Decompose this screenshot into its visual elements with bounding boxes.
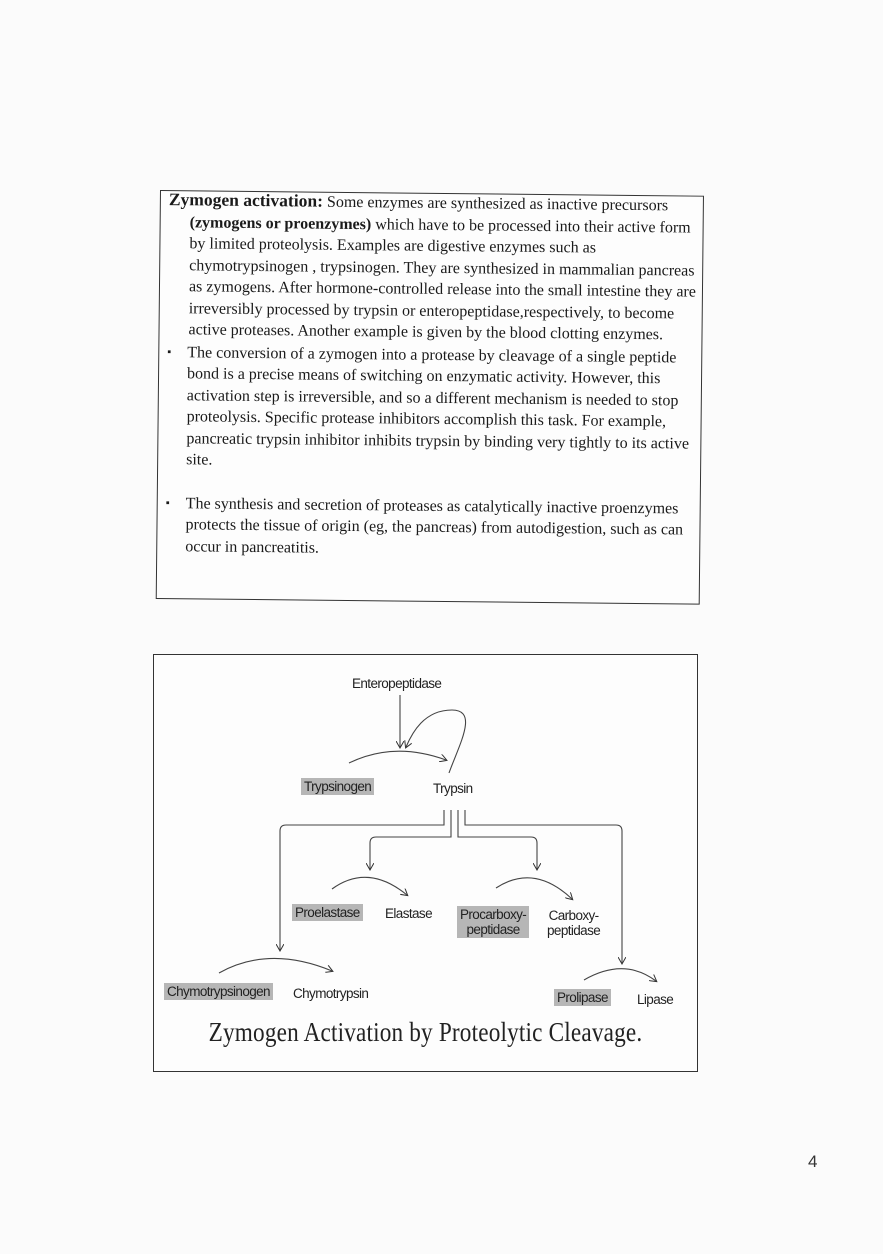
- trypsin-to-proelastase-branch: [370, 810, 451, 869]
- intro-text-2: which have to be processed into their active form by limited proteolysis. Examples are digestive enzymes such as chymotrypsinogen , trypsinogen. They are synthesized in mammalian pancreas as zymogens. After hormone-controlled release into the small intestine they are irreversibly processed by trypsin or enteropeptidase,respectively, to become active proteases. Another example is given by the blood clotting enzymes.: [188, 215, 697, 344]
- intro-bold-term: (zymogens or proenzymes): [189, 213, 372, 233]
- carboxypeptidase-line-1: Carboxy-: [548, 908, 599, 923]
- prolipase-label: Prolipase: [554, 989, 611, 1006]
- trypsin-to-prolipase-branch: [465, 810, 622, 963]
- procarboxypeptidase-line-1: Procarboxy-: [460, 907, 527, 922]
- trypsin-to-procarboxypeptidase-branch: [458, 810, 537, 869]
- text-slide: [156, 190, 704, 605]
- bullet-text: The synthesis and secretion of proteases as catalytically inactive proenzymes protects the tissue of origin (eg, the pancreas) from autodigestion, such as can occur in pancreatitis.: [185, 494, 684, 557]
- elastase-label: Elastase: [385, 906, 432, 921]
- proelastase-label: Proelastase: [292, 904, 363, 921]
- lipase-label: Lipase: [637, 992, 674, 1007]
- bullet-list: [165, 342, 699, 563]
- trypsin-autocatalysis-loop: [406, 710, 466, 773]
- carboxypeptidase-label: [547, 908, 600, 938]
- bullet-text: The conversion of a zymogen into a protease by cleavage of a single peptide bond is a precise means of switching on enzymatic activity. However, this activation step is irreversible, and so a different mechanism is needed to stop proteolysis. Specific protease inhibitors accomplish this task. For example, pancreatic trypsin inhibitor inhibits trypsin by binding very tightly to its active site.: [186, 343, 690, 469]
- bullet-square-icon: ▪: [167, 345, 172, 358]
- carboxypeptidase-line-2: peptidase: [547, 923, 601, 938]
- chymotrypsinogen-activation-arrow: [219, 958, 332, 973]
- procarboxypeptidase-activation-arrow: [496, 878, 572, 899]
- trypsin-label: Trypsin: [433, 781, 473, 796]
- diagram-caption: Zymogen Activation by Proteolytic Cleavage.: [208, 1017, 643, 1047]
- trypsin-to-chymotrypsinogen-branch: [280, 810, 444, 950]
- bullet-item: [166, 342, 699, 477]
- procarboxypeptidase-label: [457, 906, 529, 938]
- trypsinogen-label: Trypsinogen: [301, 778, 374, 795]
- intro-heading: Zymogen activation:: [168, 189, 324, 211]
- text-slide-content: [165, 189, 701, 563]
- procarboxypeptidase-line-2: peptidase: [466, 922, 520, 937]
- enteropeptidase-label: Enteropeptidase: [352, 676, 442, 691]
- chymotrypsin-label: Chymotrypsin: [293, 986, 369, 1001]
- proelastase-activation-arrow: [332, 877, 407, 895]
- intro-paragraph: [167, 189, 701, 346]
- diagram-slide: [153, 654, 698, 1072]
- activation-diagram: [154, 655, 699, 1073]
- intro-text-1: Some enzymes are synthesized as inactive precursors: [322, 193, 669, 215]
- bullet-item: [165, 493, 698, 563]
- page-number: 4: [808, 1152, 818, 1171]
- bullet-square-icon: ▪: [165, 496, 170, 509]
- prolipase-activation-arrow: [584, 969, 656, 981]
- trypsinogen-activation-arrow: [349, 751, 446, 763]
- chymotrypsinogen-label: Chymotrypsinogen: [164, 983, 273, 1000]
